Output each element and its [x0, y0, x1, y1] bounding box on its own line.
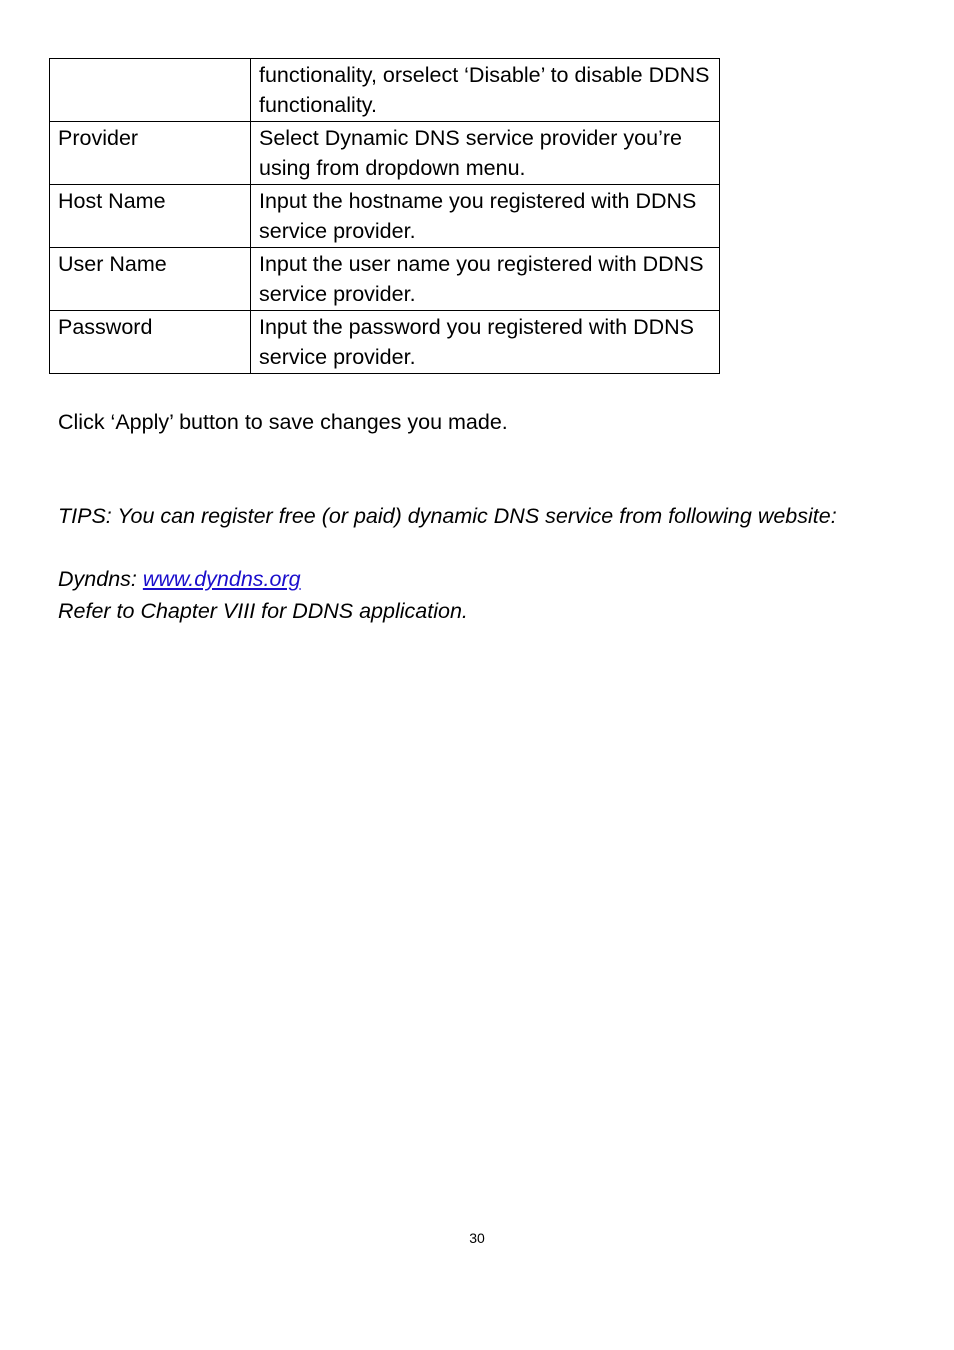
table-cell-name [50, 59, 251, 122]
tips-paragraph: TIPS: You can register free (or paid) dynamic DNS service from following website: [58, 504, 837, 528]
table-cell-description: functionality, orselect ‘Disable’ to disable DDNS functionality. [251, 59, 720, 122]
table-cell-description: Select Dynamic DNS service provider you’re using from dropdown menu. [251, 122, 720, 185]
table-cell-description: Input the user name you registered with DDNS service provider. [251, 248, 720, 311]
table-cell-description: Input the password you registered with DDNS service provider. [251, 311, 720, 374]
dyndns-line [58, 563, 301, 595]
apply-instruction: Click ‘Apply’ button to save changes you made. [58, 410, 508, 434]
table-cell-name: User Name [50, 248, 251, 311]
table-cell-name: Host Name [50, 185, 251, 248]
table-row [50, 185, 720, 248]
dyndns-link[interactable]: www.dyndns.org [142, 567, 301, 591]
table-cell-name: Provider [50, 122, 251, 185]
chapter-reference: Refer to Chapter VIII for DDNS application. [58, 599, 468, 623]
table-row [50, 248, 720, 311]
table-cell-description: Input the hostname you registered with DDNS service provider. [251, 185, 720, 248]
table-row [50, 311, 720, 374]
table-row [50, 59, 720, 122]
table-cell-name: Password [50, 311, 251, 374]
dyndns-label: Dyndns: [58, 567, 143, 591]
table-row [50, 122, 720, 185]
parameter-table [49, 58, 720, 374]
page-number: 30 [469, 1230, 485, 1246]
